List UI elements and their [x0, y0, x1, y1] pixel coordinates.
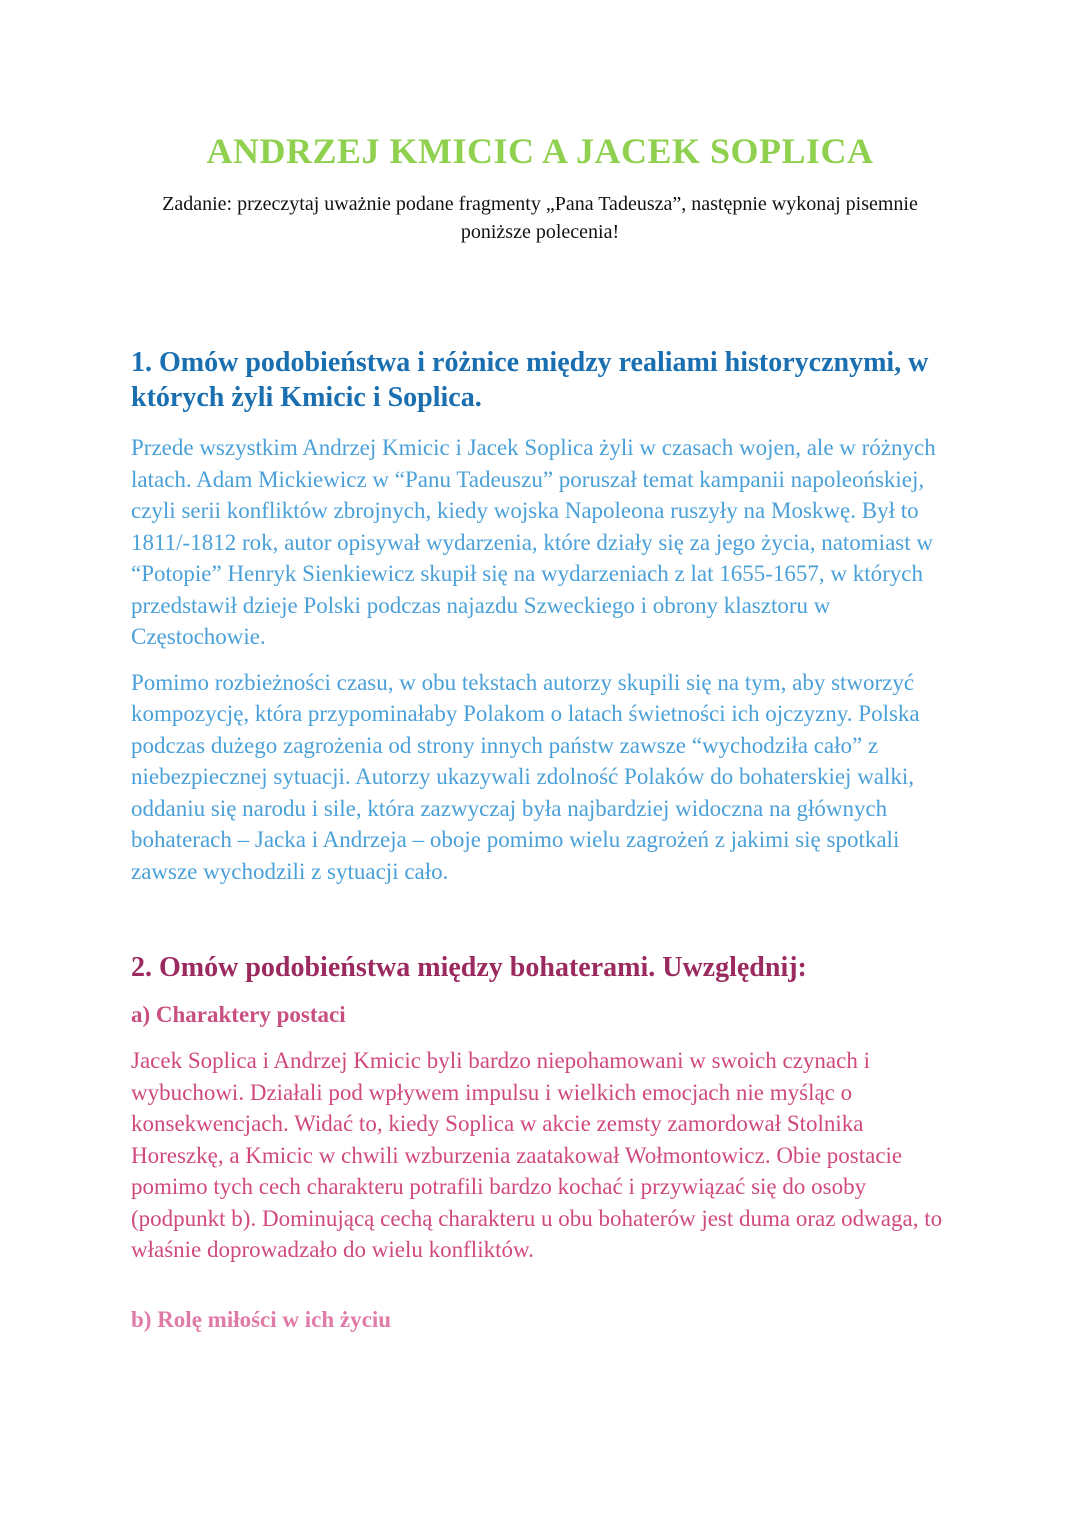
- document-title: ANDRZEJ KMICIC A JACEK SOPLICA: [206, 131, 874, 171]
- section-2-heading: 2. Omów podobieństwa między bohaterami. Uwzględnij:: [131, 952, 807, 983]
- subsection-b-heading: b) Rolę miłości w ich życiu: [131, 1307, 391, 1332]
- subsection-a-text: Jacek Soplica i Andrzej Kmicic byli bardzo niepohamowani w swoich czynach i wybuchowi. Działali pod wpływem impulsu i wielkich emocjach nie myśląc o konsekwencjach. Widać to, kiedy Soplica w akcie zemsty zamordował Stolnika Horeszkę, a Kmicic w chwili wzburzenia zaatakował Wołmontowicz. Obie postacie pomimo tych cech charakteru potrafili bardzo kochać i przywiązać się do osoby (podpunkt b). Dominującą cechą charakteru u obu bohaterów jest duma oraz odwaga, to właśnie doprowadzało do wielu konfliktów.: [131, 1048, 943, 1262]
- subsection-a-heading: a) Charaktery postaci: [131, 1002, 346, 1027]
- task-instruction: Zadanie: przeczytaj uważnie podane fragmenty „Pana Tadeusza”, następnie wykonaj pisemnie poniższe polecenia!: [162, 193, 918, 243]
- section-1-body: [131, 432, 961, 901]
- section-1-heading: 1. Omów podobieństwa i różnice między realiami historycznymi, w których żyli Kmicic i Soplica.: [131, 347, 929, 413]
- section-1-paragraph: Przede wszystkim Andrzej Kmicic i Jacek Soplica żyli w czasach wojen, ale w różnych latach. Adam Mickiewicz w “Panu Tadeuszu” poruszał temat kampanii napoleońskiej, czyli serii konfliktów zbrojnych, kiedy wojska Napoleona ruszyły na Moskwę. Był to 1811/-1812 rok, autor opisywał wydarzenia, które działy się za jego życia, natomiast w “Potopie” Henryk Sienkiewicz skupił się na wydarzeniach z lat 1655-1657, w których przedstawił dzieje Polski podczas najazdu Szweckiego i obrony klasztoru w Częstochowie.: [131, 435, 936, 649]
- section-1-paragraph: Pomimo rozbieżności czasu, w obu tekstach autorzy skupili się na tym, aby stworzyć kompozycję, która przypominałaby Polakom o latach świetności ich ojczyzny. Polska podczas dużego zagrożenia od strony innych państw zawsze “wychodziła cało” z niebezpiecznej sytuacji. Autorzy ukazywali zdolność Polaków do bohaterskiej walki, oddaniu się narodu i sile, która zazwyczaj była najbardziej widoczna na głównych bohaterach – Jacka i Andrzeja – oboje pomimo wielu zagrożeń z jakimi się spotkali zawsze wychodzili z sytuacji cało.: [131, 669, 920, 884]
